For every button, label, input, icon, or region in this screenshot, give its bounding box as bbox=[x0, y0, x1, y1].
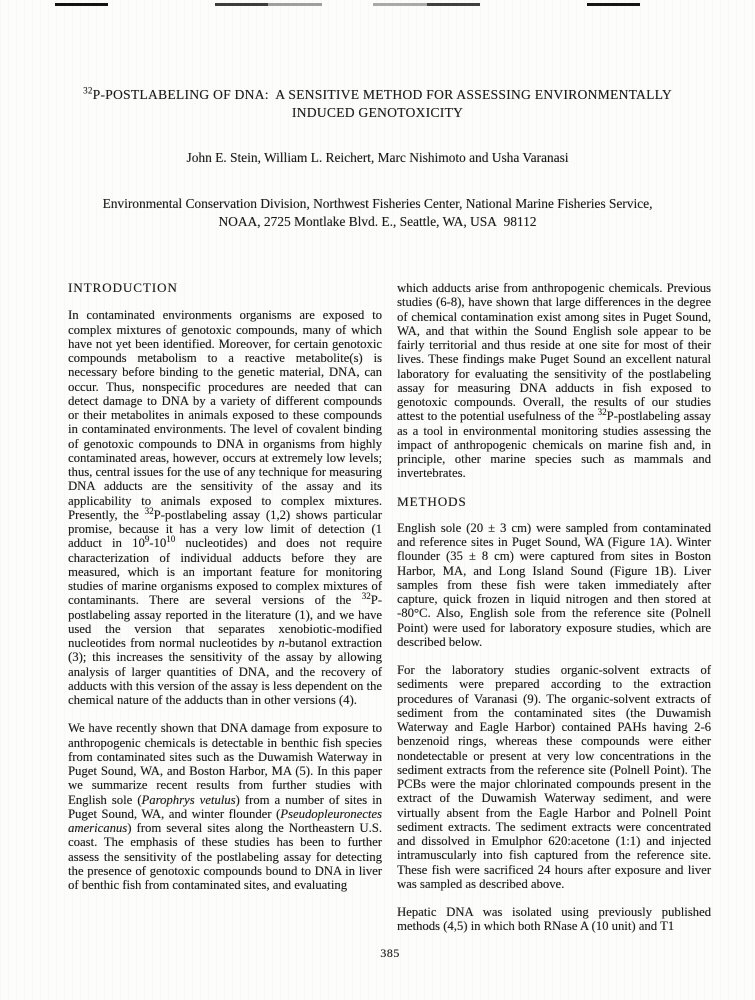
paper-authors: John E. Stein, William L. Reichert, Marc Nishimoto and Usha Varanasi bbox=[186, 150, 569, 165]
right-column bbox=[397, 281, 711, 953]
paragraph-intro-continuation: which adducts arise from anthropogenic chemicals. Previous studies (6-8), have shown that large differences in the degree of chemical contamination exist among sites in Puget Sound, WA, and that within the Sound English sole appear to be fairly territorial and thus reside at one site for most of their lives. These findings make Puget Sound an excellent natural laboratory for evaluating the sensitivity of the postlabeling assay for measuring DNA adducts in fish exposed to genotoxic compounds. Overall, the results of our studies attest to the potential usefulness of the $^{32}$P-postlabeling assay as a tool in environmental monitoring studies assessing the impact of anthropogenic chemicals on marine fish and, in principle, other marine species such as mammals and invertebrates. bbox=[397, 281, 711, 481]
page-number: 385 bbox=[380, 946, 400, 960]
scan-artifact-3a bbox=[373, 3, 427, 6]
paragraph-methods-1: English sole (20 ± 3 cm) were sampled from contaminated and reference sites in Puget Sound, WA (Figure 1A). Winter flounder (35 ± 8 cm) were captured from sites in Boston Harbor, MA, and Long Island Sound (Figure 1B). Liver samples from these fish were taken immediately after capture, quick frozen in liquid nitrogen and then stored at -80°C. Also, English sole from the reference site (Polnell Point) were used for laboratory exposure studies, which are described below. bbox=[397, 520, 711, 649]
paragraph-intro-1: In contaminated environments organisms are exposed to complex mixtures of genotoxic compounds, many of which have not yet been identified. Moreover, for certain genotoxic compounds metabolism to a reactive metabolite(s) is necessary before binding to the genetic material, DNA, can occur. Thus, nonspecific procedures are needed that can detect damage to DNA by a variety of different compounds or their metabolites in animals exposed to these compounds in contaminated environments. The level of covalent binding of genotoxic compounds to DNA in organisms from highly contaminated areas, however, occurs at extremely low levels; thus, central issues for the use of any technique for measuring DNA adducts are the sensitivity of the assay and its applicability to animals exposed to complex mixtures. Presently, the $^{32}$P-postlabeling assay (1,2) shows particular promise, because it has a very low limit of detection (1 adduct in $10^9-10^{10}$ nucleotides) and does not require characterization of individual adducts before they are measured, which is an important feature for monitoring studies of marine organisms exposed to complex mixtures of contaminants. There are several versions of the $^{32}$P-postlabeling assay reported in the literature (1), and we have used the version that separates xenobiotic-modified nucleotides from normal nucleotides by n-butanol extraction (3); this increases the sensitivity of the assay by allowing analysis of larger quantities of DNA, and the recovery of adducts with this version of the assay is less dependent on the chemical nature of the adducts than in other versions (4). bbox=[68, 308, 382, 707]
scan-artifact-4 bbox=[587, 3, 640, 6]
left-column bbox=[68, 281, 382, 953]
scan-artifact-2a bbox=[215, 3, 268, 6]
paragraph-intro-2: We have recently shown that DNA damage from exposure to anthropogenic chemicals is detectable in benthic fish species from contaminated sites such as the Duwamish Waterway in Puget Sound, WA, and Boston Harbor, MA (5). In this paper we summarize recent results from further studies with English sole (Parophrys vetulus) from a number of sites in Puget Sound, WA, and winter flounder (Pseudopleuronectes americanus) from several sites along the Northeastern U.S. coast. The emphasis of these studies has been to further assess the sensitivity of the postlabeling assay for detecting the presence of genotoxic compounds bound to DNA in liver of benthic fish from contaminated sites, and evaluating bbox=[68, 721, 382, 892]
scan-artifact-1 bbox=[55, 3, 108, 6]
paper-affiliation: Environmental Conservation Division, Northwest Fisheries Center, National Marine Fisheries Service, NOAA, 2725 Montlake Blvd. E., Seattle, WA, USA 98112 bbox=[102, 196, 653, 229]
paragraph-methods-3: Hepatic DNA was isolated using previously published methods (4,5) in which both RNase A (10 unit) and T1 bbox=[397, 905, 711, 934]
scan-artifact-3b bbox=[427, 3, 480, 6]
scan-artifact-2b bbox=[268, 3, 322, 6]
section-heading-introduction: INTRODUCTION bbox=[68, 281, 178, 295]
two-column-body bbox=[68, 281, 712, 953]
section-heading-methods: METHODS bbox=[397, 493, 467, 509]
paragraph-methods-2: For the laboratory studies organic-solvent extracts of sediments were prepared according to the extraction procedures of Varanasi (9). The organic-solvent extracts of sediment from the contaminated sites (the Duwamish Waterway and Eagle Harbor) contained PAHs having 2-6 benzenoid rings, whereas these compounds were either nondetectable or present at very low concentrations in the sediment extracts from the reference site (Polnell Point). The PCBs were the major chlorinated compounds present in the extract of the Duwamish Waterway sediment, and were virtually absent from the Eagle Harbor and Polnell Point sediment extracts. The sediment extracts were concentrated and dissolved in Emulphor 620:acetone (1:1) and injected intramuscularly into fish captured from the reference site. These fish were sacrificed 24 hours after exposure and liver was sampled as described above. bbox=[397, 663, 711, 891]
paper-title: $^{32}$P-POSTLABELING OF DNA: A SENSITIVE METHOD FOR ASSESSING ENVIRONMENTALLY INDUCED GENOTOXICITY bbox=[83, 85, 672, 120]
